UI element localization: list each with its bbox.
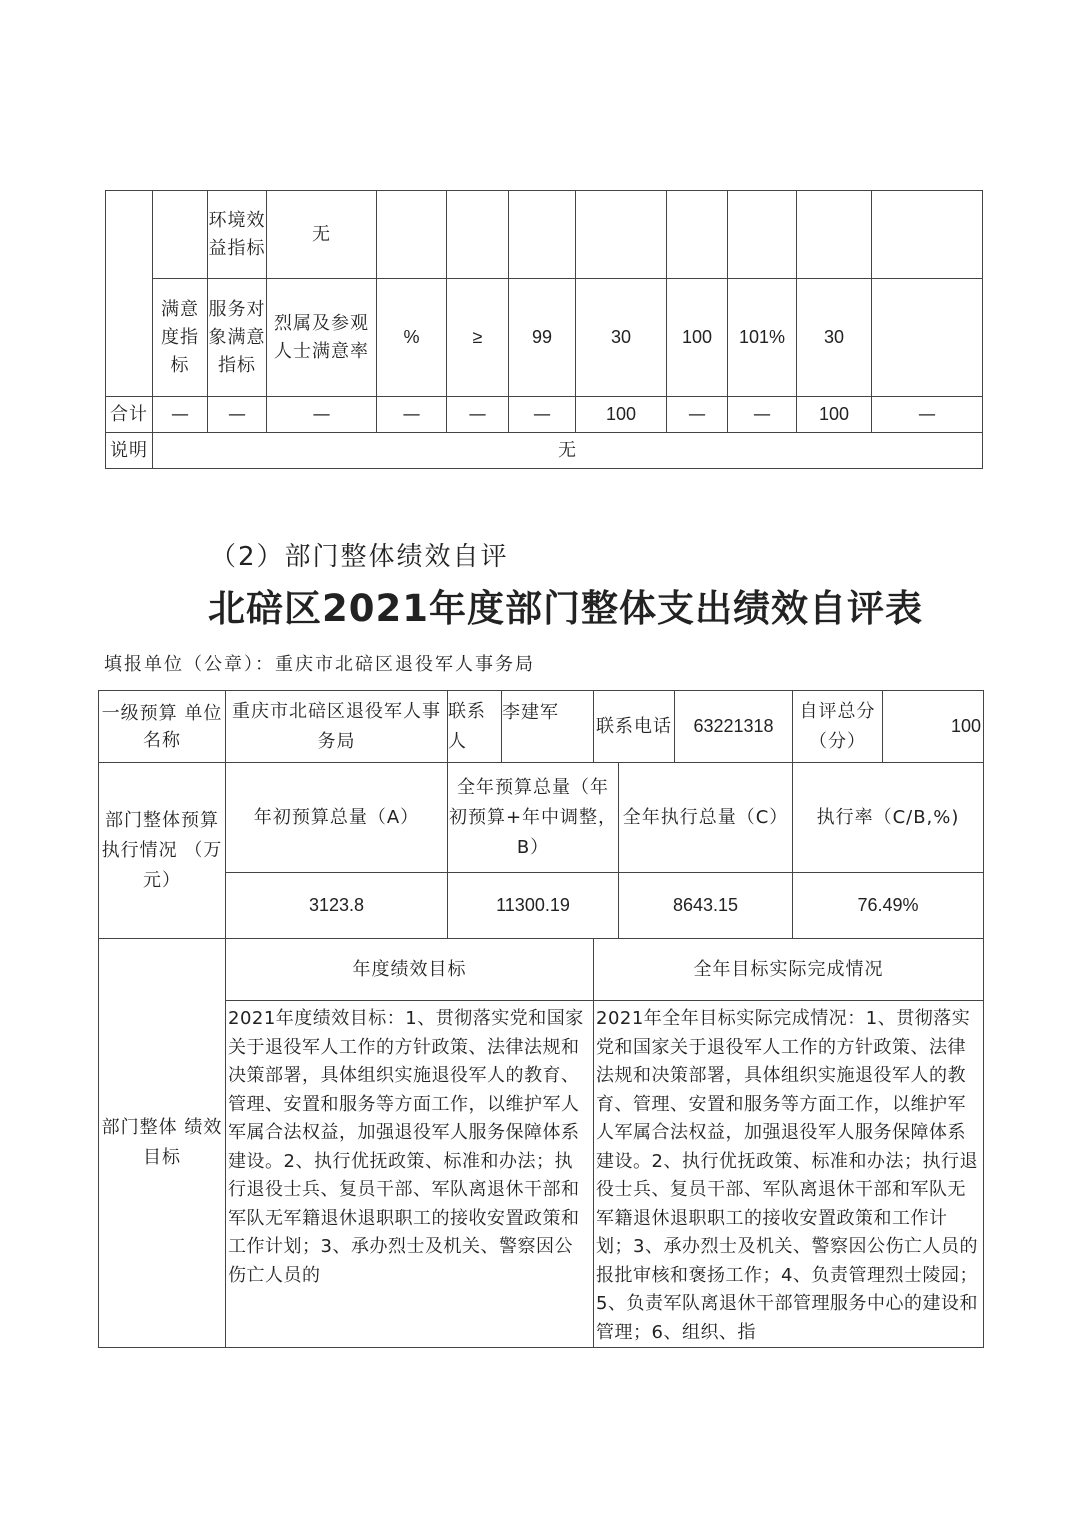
col-header-executed: 全年执行总量（C） [619, 763, 793, 873]
empty-cell [728, 191, 797, 279]
empty-cell [377, 191, 447, 279]
indicator-content-env: 无 [267, 191, 377, 279]
unit-name-value: 重庆市北碚区退役军人事务局 [226, 691, 448, 763]
section-subtitle: （2）部门整体绩效自评 [210, 542, 509, 572]
total-score-value: 100 [883, 691, 984, 763]
col-header-execution-rate: 执行率（C/B,%) [793, 763, 984, 873]
phone-value: 63221318 [675, 691, 793, 763]
category-cell-empty [106, 191, 153, 397]
score-cell: 30 [797, 279, 872, 397]
operator-cell: ≥ [447, 279, 509, 397]
dash-cell: — [267, 397, 377, 433]
dash-cell: — [208, 397, 267, 433]
col-header-initial-budget: 年初预算总量（A） [226, 763, 448, 873]
full-year-budget-value: 11300.19 [448, 873, 619, 939]
empty-cell [872, 191, 983, 279]
annual-goal-header: 年度绩效目标 [226, 939, 594, 1001]
weight-cell: 30 [576, 279, 667, 397]
indicator-table-continuation [105, 190, 983, 469]
secondary-indicator-env: 环境效益指标 [208, 191, 267, 279]
unit-cell: % [377, 279, 447, 397]
executed-value: 8643.15 [619, 873, 793, 939]
actual-completion-text: 2021年全年目标实际完成情况：1、贯彻落实党和国家关于退役军人工作的方针政策、法律法规和决策部署，具体组织实施退役军人的教育、管理、安置和服务等方面工作，以维护军人军属合法权益，加强退役军人服务保障体系建设。2、执行优抚政策、标准和办法；执行退役士兵、复员干部、军队离退休干部和军队无军籍退休退职职工的接收安置政策和工作计划；3、承办烈士及机关、警察因公伤亡人员的报批审核和褒扬工作；4、负责管理烈士陵园；5、负责军队离退休干部管理服务中心的建设和管理；6、组织、指 [594, 1001, 984, 1348]
phone-label: 联系电话 [594, 691, 675, 763]
dash-cell: — [728, 397, 797, 433]
contact-value: 李建军 [502, 691, 594, 763]
total-weight: 100 [576, 397, 667, 433]
note-label: 说明 [106, 433, 153, 469]
empty-cell [576, 191, 667, 279]
budget-execution-label: 部门整体预算执行情况 （万元） [99, 763, 226, 939]
note-value: 无 [153, 433, 983, 469]
indicator-content-satisfaction: 烈属及参观人士满意率 [267, 279, 377, 397]
primary-indicator-empty [153, 191, 208, 279]
actual-cell: 100 [667, 279, 728, 397]
dash-cell: — [377, 397, 447, 433]
secondary-indicator-satisfaction: 服务对象满意指标 [208, 279, 267, 397]
document-title: 北碚区2021年度部门整体支出绩效自评表 [208, 587, 923, 630]
target-cell: 99 [509, 279, 576, 397]
rate-cell: 101% [728, 279, 797, 397]
execution-rate-value: 76.49% [793, 873, 984, 939]
dash-cell: — [509, 397, 576, 433]
actual-completion-header: 全年目标实际完成情况 [594, 939, 984, 1001]
total-label: 合计 [106, 397, 153, 433]
performance-goal-label: 部门整体 绩效目标 [99, 939, 226, 1348]
empty-cell [509, 191, 576, 279]
empty-cell [797, 191, 872, 279]
filling-unit-line: 填报单位（公章）：重庆市北碚区退役军人事务局 [104, 654, 535, 675]
empty-cell [872, 279, 983, 397]
empty-cell [667, 191, 728, 279]
annual-goal-text: 2021年度绩效目标：1、贯彻落实党和国家关于退役军人工作的方针政策、法律法规和决策部署，具体组织实施退役军人的教育、管理、安置和服务等方面工作，以维护军人军属合法权益，加强退役军人服务保障体系建设。2、执行优抚政策、标准和办法；执行退役士兵、复员干部、军队离退休干部和军队无军籍退休退职职工的接收安置政策和工作计划；3、承办烈士及机关、警察因公伤亡人员的 [226, 1001, 594, 1348]
total-score: 100 [797, 397, 872, 433]
dash-cell: — [153, 397, 208, 433]
col-header-full-year-budget: 全年预算总量（年初预算+年中调整，B） [448, 763, 619, 873]
empty-cell [447, 191, 509, 279]
initial-budget-value: 3123.8 [226, 873, 448, 939]
department-performance-table [98, 690, 984, 1348]
dash-cell: — [667, 397, 728, 433]
contact-label: 联系人 [448, 691, 502, 763]
primary-indicator-satisfaction: 满意度指标 [153, 279, 208, 397]
total-score-label: 自评总分（分） [793, 691, 883, 763]
dash-cell: — [872, 397, 983, 433]
dash-cell: — [447, 397, 509, 433]
unit-name-label: 一级预算 单位名称 [99, 691, 226, 763]
